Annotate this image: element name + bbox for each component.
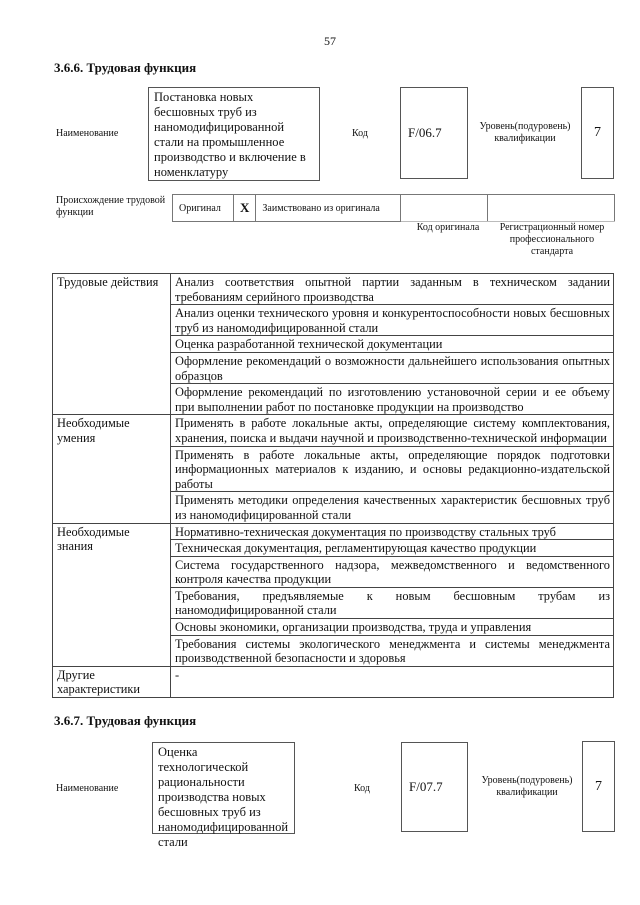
name-label: Наименование	[56, 783, 119, 794]
section-title-3-6-6: 3.6.6. Трудовая функция	[54, 60, 197, 75]
reg-number-cell	[488, 195, 615, 222]
labor-action-item: Анализ оценки технического уровня и конкурентоспособности новых бесшовных труб из наномодифицированной стали	[171, 305, 614, 336]
table-row	[53, 523, 614, 540]
code-label: Код	[354, 783, 370, 794]
code-value: F/06.7	[408, 125, 442, 140]
skill-item: Применять методики определения качественных характеристик бесшовных труб из наномодифицированной стали	[171, 492, 614, 523]
other-value: -	[171, 666, 614, 697]
original-code-caption: Код оригинала	[416, 222, 480, 233]
borrowed-label: Заимствовано из оригинала	[256, 195, 401, 222]
function-details-table	[52, 273, 614, 698]
code-box	[400, 87, 468, 179]
skills-label: Необходимые умения	[53, 415, 171, 523]
name-label: Наименование	[56, 128, 119, 139]
code-box	[401, 742, 468, 832]
function-name-box: Оценка технологической рациональности производства новых бесшовных труб из наномодифицированной стали	[152, 742, 295, 834]
origin-label: Происхождение трудовой функции	[56, 195, 166, 218]
section-title-3-6-7: 3.6.7. Трудовая функция	[54, 713, 197, 728]
reg-number-caption: Регистрационный номер профессионального стандарта	[499, 222, 605, 257]
other-label: Другие характеристики	[53, 666, 171, 697]
table-row	[53, 415, 614, 446]
skill-item: Применять в работе локальные акты, определяющие систему комплектования, хранения, поиска и выдачи научной и производственно-технической информации	[171, 415, 614, 446]
level-value: 7	[594, 125, 601, 140]
function-name-box: Постановка новых бесшовных труб из наномодифицированной стали на промышленное производство и включение в номенклатуру	[148, 87, 320, 181]
original-label: Оригинал	[173, 195, 234, 222]
knowledge-item: Техническая документация, регламентирующая качество продукции	[171, 540, 614, 557]
knowledge-item: Система государственного надзора, межведомственного и ведомственного контроля качества продукции	[171, 556, 614, 587]
code-label: Код	[352, 128, 368, 139]
level-label: Уровень(подуровень) квалификации	[481, 775, 573, 798]
labor-action-item: Оформление рекомендаций о возможности дальнейшего использования опытных образцов	[171, 352, 614, 383]
level-box	[582, 741, 615, 832]
knowledge-item: Требования, предъявляемые к новым бесшовным трубам из наномодифицированной стали	[171, 587, 614, 618]
original-mark: X	[234, 195, 256, 222]
knowledge-label: Необходимые знания	[53, 523, 171, 666]
code-value: F/07.7	[409, 779, 443, 794]
origin-table	[172, 194, 615, 222]
level-box	[581, 87, 614, 179]
knowledge-item: Требования системы экологического менеджмента и системы менеджмента производственной безопасности и здоровья	[171, 635, 614, 666]
original-code-cell	[401, 195, 488, 222]
level-label: Уровень(подуровень) квалификации	[479, 121, 571, 144]
labor-action-item: Анализ соответствия опытной партии заданным в техническом задании требованиям серийного производства	[171, 274, 614, 305]
page-number: 57	[324, 34, 336, 48]
table-row	[53, 666, 614, 697]
level-value: 7	[595, 778, 602, 794]
labor-actions-label: Трудовые действия	[53, 274, 171, 415]
labor-action-item: Оформление рекомендаций по изготовлению установочной серии и ее объему при выполнении работ по постановке продукции на производство	[171, 384, 614, 415]
labor-action-item: Оценка разработанной технической документации	[171, 336, 614, 353]
table-row	[53, 274, 614, 305]
knowledge-item: Нормативно-техническая документация по производству стальных труб	[171, 523, 614, 540]
knowledge-item: Основы экономики, организации производства, труда и управления	[171, 619, 614, 636]
skill-item: Применять в работе локальные акты, определяющие порядок подготовки информационных материалов к изданию, и основы редакционно-издательской работы	[171, 446, 614, 492]
